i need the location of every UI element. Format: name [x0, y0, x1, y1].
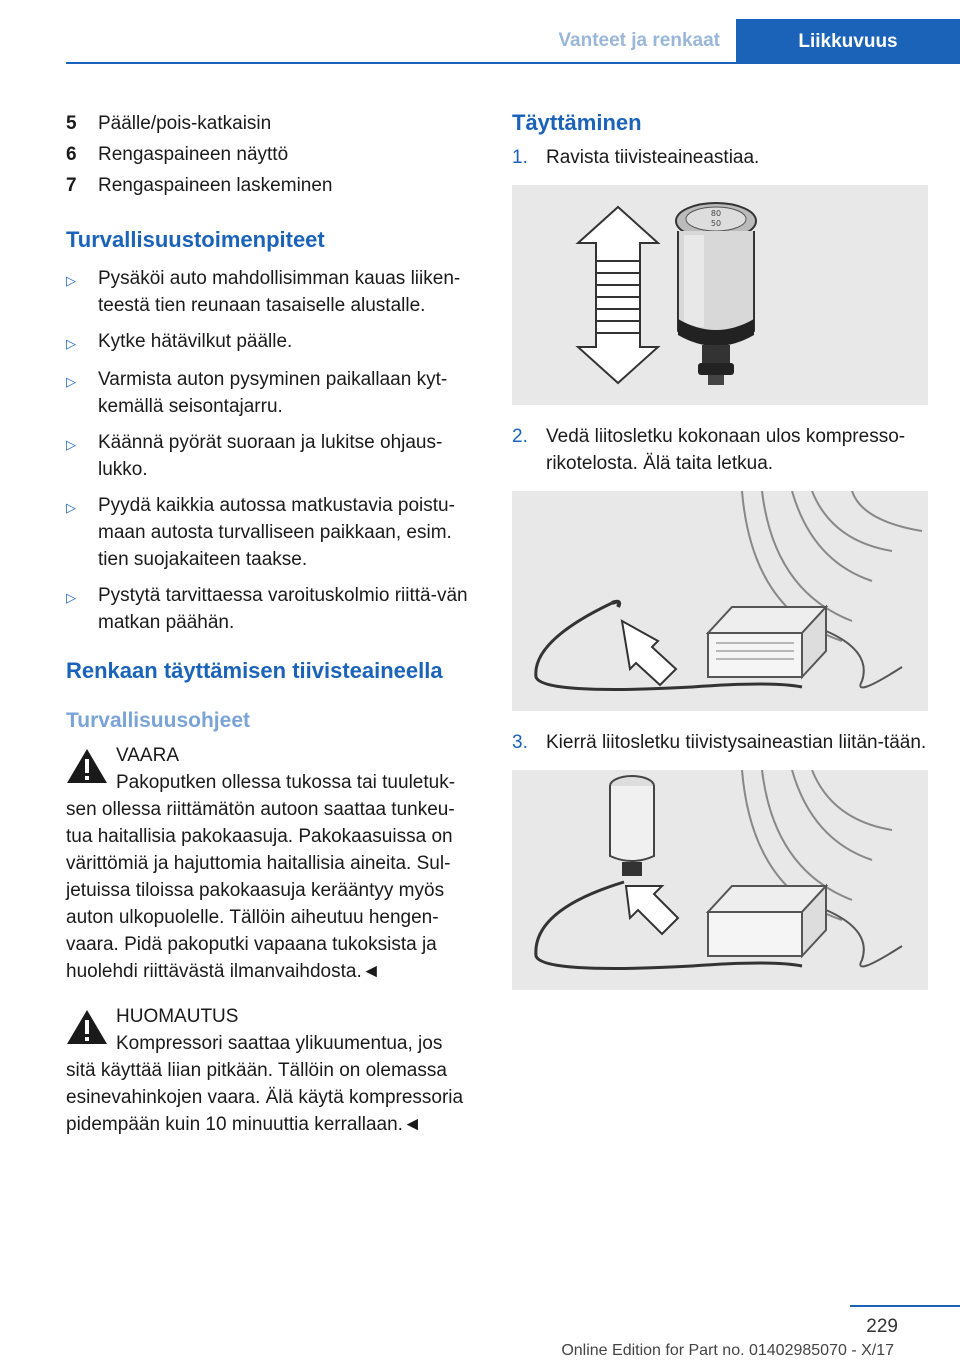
step-number: 3.: [512, 732, 528, 753]
step-text: Vedä liitosletku kokonaan ulos kompresso-rikotelosta. Älä taita letkua.: [546, 426, 906, 474]
right-column: [512, 108, 932, 990]
bullet-text: Kytke hätävilkut päälle.: [98, 331, 293, 352]
filling-heading: Täyttäminen: [512, 110, 642, 135]
list-item: [66, 582, 478, 636]
list-item: [66, 492, 478, 573]
warning-triangle-icon: [66, 748, 108, 784]
subsection-heading: Turvallisuusohjeet: [66, 709, 250, 732]
bullet-triangle-icon: ▷: [66, 374, 76, 389]
part-item: [66, 139, 478, 170]
part-label: Rengaspaineen näyttö: [98, 144, 289, 165]
figure-sealant-bottle: [512, 185, 928, 405]
bullet-text: Pysäköi auto mahdollisimman kauas liiken-teestä tien reunaan tasaiselle alustalle.: [98, 268, 461, 316]
header-chapter-label: Liikkuvuus: [798, 30, 898, 52]
warning-title: HUOMAUTUS: [116, 1006, 239, 1027]
bullet-text: Käännä pyörät suoraan ja lukitse ohjaus-lukko.: [98, 432, 443, 480]
bullet-triangle-icon: ▷: [66, 500, 76, 515]
step-number: 2.: [512, 426, 528, 447]
hose-bottle-connection-illustration: [512, 770, 928, 990]
footer-edition: Online Edition for Part no. 01402985070 - X/17: [561, 1342, 894, 1359]
header-section-title: Vanteet ja renkaat: [558, 30, 720, 51]
step-number: 1.: [512, 147, 528, 168]
part-label: Rengaspaineen laskeminen: [98, 175, 333, 196]
safety-measures-heading: Turvallisuustoimenpiteet: [66, 227, 325, 252]
warning-text: sitä käyttää liian pitkään. Tällöin on olemassa esinevahinkojen vaara. Älä käytä kompressoria pidempään kuin 10 minuuttia kerrallaan.◄: [66, 1060, 464, 1135]
header-chapter-tab: [736, 19, 960, 64]
section-heading: Renkaan täyttämisen tiivisteaineella: [66, 658, 443, 683]
warning-notice: [66, 1003, 478, 1138]
warning-danger: [66, 742, 478, 985]
step-item: [512, 729, 932, 756]
step-text: Ravista tiivisteaineastiaa.: [546, 147, 760, 168]
step-text: Kierrä liitosletku tiivistysaineastian liitän-tään.: [546, 732, 927, 753]
bullet-triangle-icon: ▷: [66, 437, 76, 452]
part-number: 5: [66, 113, 77, 134]
compressor-hose-illustration: [512, 491, 928, 711]
warning-triangle-icon: [66, 1009, 108, 1045]
warning-title: VAARA: [116, 745, 180, 766]
part-number: 6: [66, 144, 77, 165]
header-rule: [66, 62, 960, 64]
bullet-text: Pystytä tarvittaessa varoituskolmio riittä-vän matkan päähän.: [98, 585, 468, 633]
sealant-bottle-illustration: [512, 185, 928, 405]
part-number: 7: [66, 175, 77, 196]
list-item: [66, 328, 478, 357]
list-item: [66, 366, 478, 420]
step-item: [512, 144, 932, 171]
bottle-label-bottom: 50: [710, 219, 722, 228]
warning-text: sen ollessa riittämätön autoon saattaa tunkeu-tua haitallisia pakokaasuja. Pakokaasuissa on värittömiä ja hajuttomia haitallisia aineita. Sul-jetuissa tiloissa pakokaasuja kerääntyy myös auton ulkopuolelle. Tällöin aiheutuu hengen-vaara. Pidä pakoputki vapaana tukoksista ja huolehdi riittävästä ilmanvaihdosta.◄: [66, 799, 455, 982]
figure-compressor-hose: [512, 491, 928, 711]
bullet-text: Pyydä kaikkia autossa matkustavia poistu-maan autosta turvalliseen paikkaan, esim. tien suojakaiteen taakse.: [98, 495, 455, 570]
bullet-triangle-icon: ▷: [66, 336, 76, 351]
bullet-triangle-icon: ▷: [66, 273, 76, 288]
step-item: [512, 423, 932, 477]
footer-rule: [850, 1305, 960, 1307]
part-item: [66, 108, 478, 139]
bullet-text: Varmista auton pysyminen paikallaan kyt-kemällä seisontajarru.: [98, 369, 448, 417]
part-label: Päälle/pois-katkaisin: [98, 113, 272, 134]
bullet-triangle-icon: ▷: [66, 590, 76, 605]
safety-bullets: [66, 265, 478, 636]
list-item: [66, 265, 478, 319]
bottle-label-top: 80: [710, 209, 722, 218]
left-column: [66, 108, 478, 1138]
warning-text-first: Kompressori saattaa ylikuumentua, jos: [116, 1033, 443, 1054]
list-item: [66, 429, 478, 483]
page-number: 229: [866, 1316, 898, 1337]
part-item: [66, 170, 478, 201]
figure-hose-to-bottle: [512, 770, 928, 990]
warning-text-first: Pakoputken ollessa tukossa tai tuuletuk-: [116, 772, 456, 793]
parts-list: [66, 108, 478, 201]
